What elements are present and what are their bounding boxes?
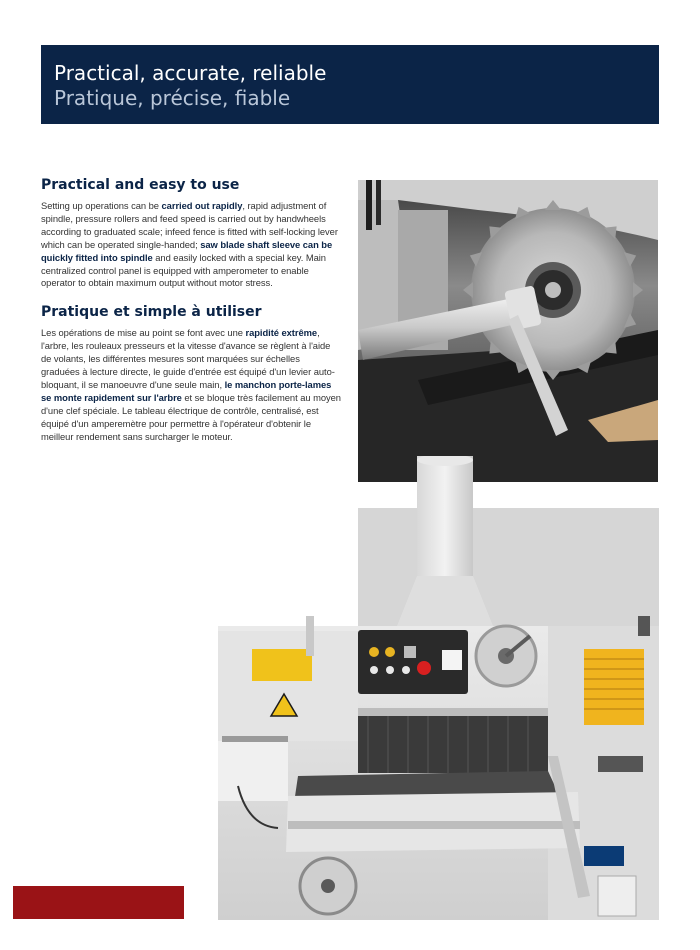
text-column — [41, 176, 341, 444]
accent-red-bar — [13, 886, 184, 919]
section-heading-fr: Pratique et simple à utiliser — [41, 304, 262, 321]
page-subtitle: Pratique, précise, fiable — [54, 86, 291, 110]
title-banner — [41, 45, 659, 124]
paragraph-en: Setting up operations can be carried out rapidly, rapid adjustment of spindle, pressure rollers and feed speed is carried out by handwheels according to graduated scale; infeed fence is fitted with self-locking lever which can be operated single-handed; saw blade shaft sleeve can be quickly fitted into spindle and easily locked with a special key. Main centralized control panel is equipped with amperometer to enable operator to obtain maximum output without motor stress. — [41, 200, 338, 289]
machine-illustration — [218, 456, 659, 920]
page-title: Practical, accurate, reliable — [54, 61, 327, 85]
saw-blade-illustration — [358, 180, 658, 482]
paragraph-fr: Les opérations de mise au point se font avec une rapidité extrême, l'arbre, les rouleaux presseurs et la vitesse d'avance se règlent à l'aide de volants, les différentes mesures sont marquées sur échelles graduées à lecture directe, le guide d'entrée est équipé d'un levier auto-bloquant, il se manoeuvre d'une seule main, le manchon porte-lames se monte rapidement sur l'arbre et se bloque très facilement au moyen d'une clef spéciale. Le tableau électrique de contrôle, centralisé, est équipé d'un amperemètre pour permettre à l'opérateur d'obtenir le meilleur rendement sans surcharger le moteur. — [41, 327, 341, 442]
machine-photo — [218, 456, 659, 920]
saw-blade-photo — [358, 180, 658, 482]
section-heading-en: Practical and easy to use — [41, 177, 240, 193]
